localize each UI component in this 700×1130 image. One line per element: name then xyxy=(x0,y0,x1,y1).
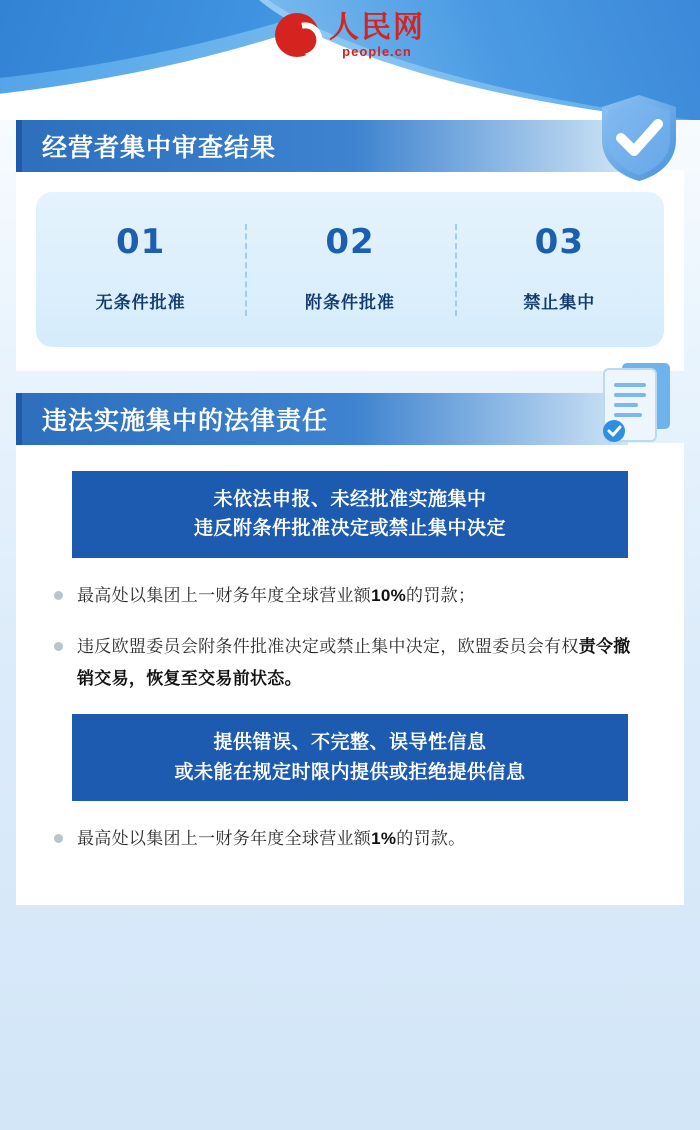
results-card xyxy=(36,192,664,347)
result-number: 01 xyxy=(116,222,166,262)
site-logo[interactable] xyxy=(275,12,425,59)
page-header xyxy=(0,0,700,120)
bullet-text: 最高处以集团上一财务年度全球营业额10%的罚款； xyxy=(77,585,476,605)
result-number: 03 xyxy=(534,222,584,262)
bullet-dot-icon xyxy=(54,834,63,843)
list-item xyxy=(54,823,640,854)
result-item-2 xyxy=(245,222,454,313)
bullet-dot-icon xyxy=(54,642,63,651)
result-item-3 xyxy=(455,222,664,313)
logo-text-en: people.cn xyxy=(342,43,412,59)
callout-line: 或未能在规定时限内提供或拒绝提供信息 xyxy=(174,761,526,783)
result-label: 无条件批准 xyxy=(95,293,186,312)
section-header-bar xyxy=(16,393,628,445)
people-cn-logo-icon xyxy=(275,13,319,57)
section-review-results xyxy=(16,120,684,371)
document-check-icon xyxy=(592,357,676,451)
section-spacer xyxy=(36,875,664,881)
section-header-bar xyxy=(16,120,628,172)
callout-line: 未依法申报、未经批准实施集中 xyxy=(213,489,487,510)
logo-wordmark xyxy=(329,12,425,59)
bullet-text: 违反欧盟委员会附条件批准决定或禁止集中决定，欧盟委员会有权责令撤销交易，恢复至交易前状态。 xyxy=(77,637,631,688)
section-title: 经营者集中审查结果 xyxy=(42,135,277,162)
list-item xyxy=(54,580,640,611)
callout-line: 违反附条件批准决定或禁止集中决定 xyxy=(193,518,506,540)
section-body xyxy=(16,443,684,905)
callout-line: 提供错误、不完整、误导性信息 xyxy=(213,732,487,754)
bullet-text: 最高处以集团上一财务年度全球营业额1%的罚款。 xyxy=(77,829,466,849)
section-legal-liability xyxy=(16,393,684,905)
callout-box xyxy=(72,714,628,801)
callout-box xyxy=(72,471,628,558)
logo-text-cn: 人民网 xyxy=(329,11,425,44)
shield-check-icon xyxy=(596,92,682,184)
section-title: 违法实施集中的法律责任 xyxy=(42,408,329,435)
result-number: 02 xyxy=(325,222,375,262)
result-label: 禁止集中 xyxy=(523,293,596,312)
section-body xyxy=(16,170,684,371)
list-item xyxy=(54,631,640,694)
bullet-dot-icon xyxy=(54,591,63,600)
result-item-1 xyxy=(36,222,245,313)
result-label: 附条件批准 xyxy=(304,293,395,312)
